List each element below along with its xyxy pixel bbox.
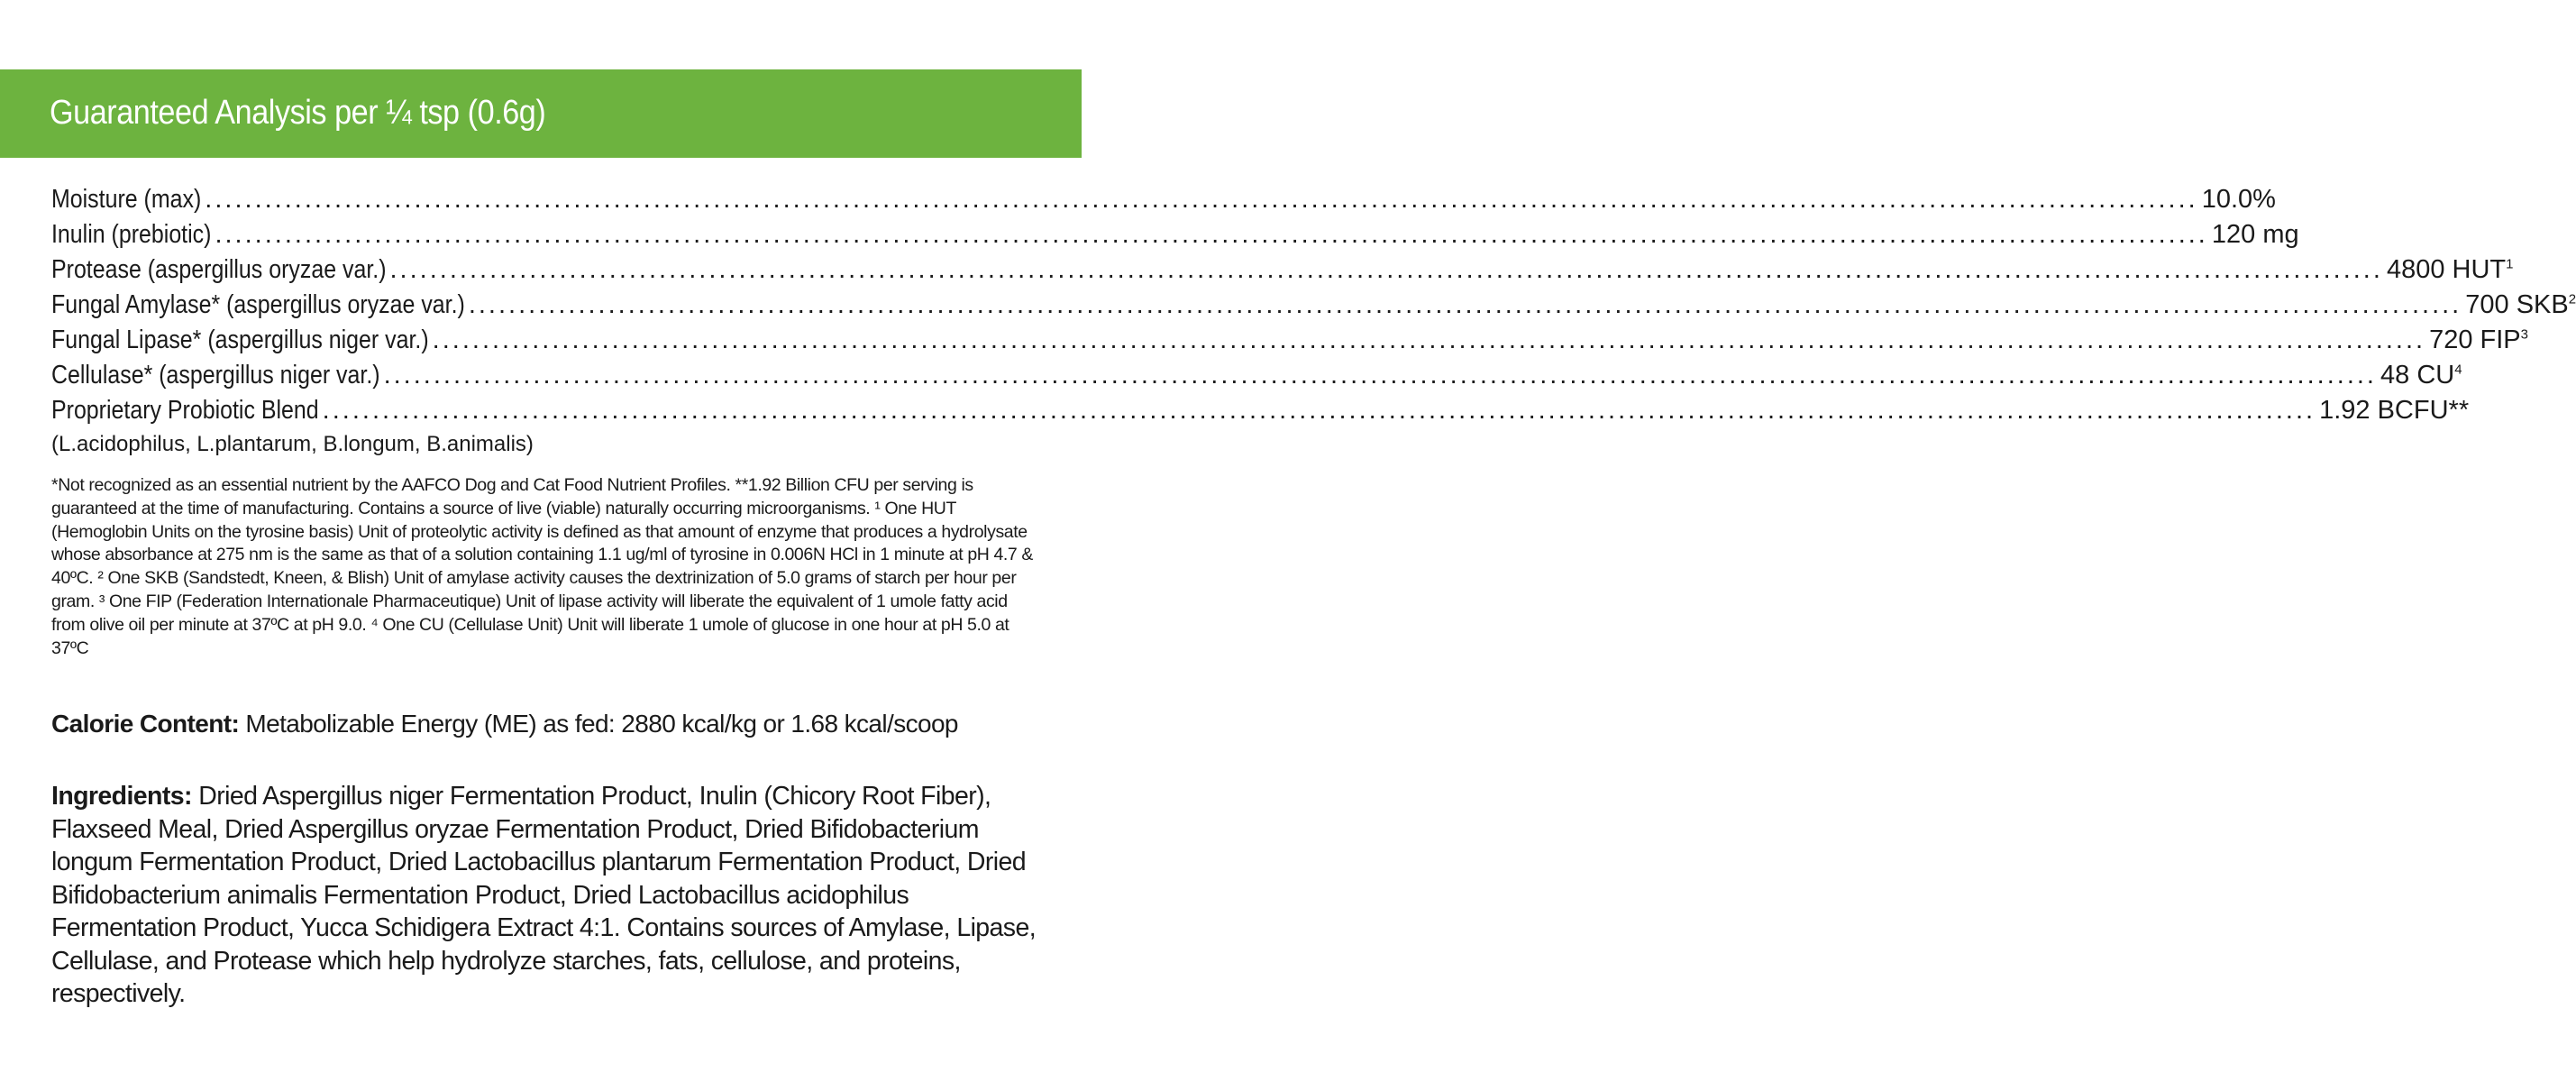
analysis-value (2465, 288, 2576, 323)
footnote-text: *Not recognized as an essential nutrient by the AAFCO Dog and Cat Food Nutrient Profiles. **1.92 Billion CFU per serving is guaranteed at the time of manufacturing. Contains a source of live (viable) naturally occurring microorganisms. ¹ One HUT (Hemoglobin Units on the tyrosine basis) Unit of proteolytic activity is defined as that amount of enzyme that produces a hydrolysate whose absorbance at 275 nm is the same as that of a solution containing 1.1 ug/ml of tyrosine in 0.006N HCl in 1 minute at pH 4.7 & 40ºC. ² One SKB (Sandstedt, Kneen, & Blish) Unit of amylase activity causes the dextrinization of 5.0 grams of starch per hour per gram. ³ One FIP (Federation Internationale Pharmaceutique) Unit of lipase activity will liberate the equivalent of 1 umole fatty acid from olive oil per minute at 37ºC at pH 9.0. ⁴ One CU (Cellulase Unit) Unit will liberate 1 umole of glucose in one hour at pH 5.0 at 37ºC (51, 475, 1033, 658)
dot-leader: ........................................................................................................................................................................................................ (383, 361, 2377, 390)
analysis-row (51, 358, 2462, 393)
value-text: 720 FIP (2429, 326, 2521, 354)
analysis-label: Proprietary Probiotic Blend (51, 396, 319, 425)
footnote-marker: 1 (2506, 256, 2514, 272)
value-text: 700 SKB (2465, 290, 2569, 319)
analysis-row (51, 252, 2514, 288)
dot-leader: ........................................................................................................................................................................................................ (322, 396, 2316, 425)
analysis-value (2380, 358, 2462, 393)
value-text: 10.0% (2201, 185, 2276, 214)
analysis-label: Cellulase* (aspergillus niger var.) (51, 361, 380, 390)
calorie-text: Metabolizable Energy (ME) as fed: 2880 kcal/kg or 1.68 kcal/scoop (239, 710, 958, 738)
analysis-label: Protease (aspergillus oryzae var.) (51, 255, 387, 284)
value-text: 1.92 BCFU** (2319, 396, 2470, 425)
analysis-row (51, 393, 2470, 428)
analysis-row (51, 217, 2299, 252)
value-text: 48 CU (2380, 361, 2455, 390)
footnote-marker: 2 (2568, 291, 2576, 307)
analysis-row (51, 182, 2276, 217)
calorie-content (51, 708, 1061, 740)
probiotic-species: (L.acidophilus, L.plantarum, B.longum, B.animalis) (51, 432, 534, 456)
value-text: 4800 HUT (2386, 255, 2507, 284)
value-text: 120 mg (2211, 220, 2299, 249)
dot-leader: ........................................................................................................................................................................................................ (389, 255, 2383, 284)
analysis-label: Fungal Lipase* (aspergillus niger var.) (51, 326, 429, 354)
guaranteed-analysis-table (51, 182, 2576, 459)
footnote-marker: 4 (2454, 362, 2462, 378)
ingredients-text: Dried Aspergillus niger Fermentation Product, Inulin (Chicory Root Fiber), Flaxseed Meal, Dried Aspergillus oryzae Fermentation Product, Dried Bifidobacterium longum Fermentation Product, Dried Lactobacillus plantarum Fermentation Product, Dried Bifidobacterium animalis Fermentation Product, Dried Lactobacillus acidophilus Fermentation Product, Yucca Schidigera Extract 4:1. Contains sources of Amylase, Lipase, Cellulase, and Protease which help hydrolyze starches, fats, cellulose, and proteins, respectively. (51, 782, 1037, 1008)
analysis-value (2387, 252, 2514, 288)
dot-leader: ........................................................................................................................................................................................................ (468, 290, 2462, 319)
ingredients-heading: Ingredients: (51, 782, 192, 811)
analysis-value (2212, 217, 2299, 252)
footnote-marker: 3 (2520, 326, 2528, 343)
dot-leader: ........................................................................................................................................................................................................ (432, 326, 2426, 354)
analysis-value (2202, 182, 2276, 217)
calorie-heading: Calorie Content: (51, 710, 240, 738)
analysis-value (2429, 323, 2528, 358)
dot-leader: ........................................................................................................................................................................................................ (215, 220, 2208, 249)
dot-leader: ........................................................................................................................................................................................................ (205, 185, 2198, 214)
analysis-label: Fungal Amylase* (aspergillus oryzae var.) (51, 290, 465, 319)
analysis-label: Inulin (prebiotic) (51, 220, 212, 249)
page-title: Guaranteed Analysis per ¼ tsp (0.6g) (50, 94, 546, 132)
analysis-row (51, 288, 2576, 323)
analysis-value (2319, 393, 2469, 428)
analysis-label: Moisture (max) (51, 185, 202, 214)
ingredients (51, 780, 1052, 1011)
analysis-row (51, 323, 2528, 358)
header-banner (0, 69, 1082, 158)
